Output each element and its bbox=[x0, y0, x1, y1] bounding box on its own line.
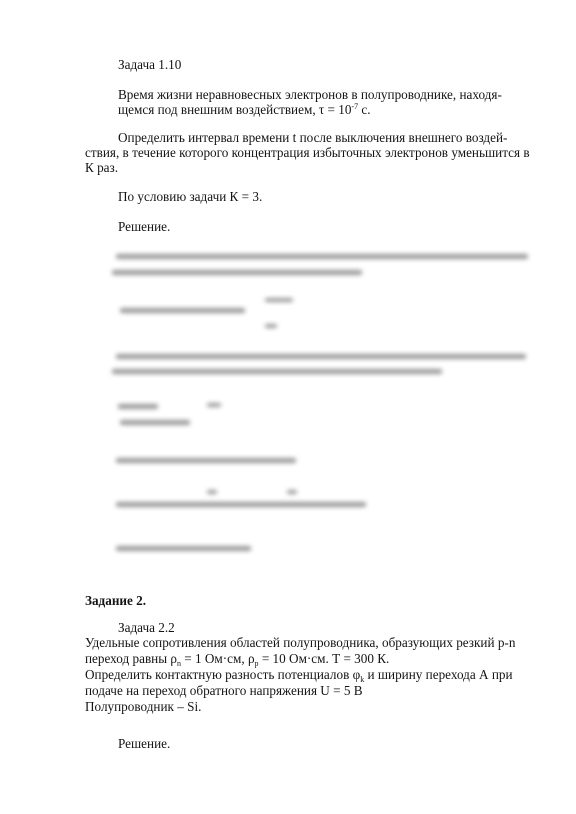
task1-para2-line1: Определить интервал времени t после выключения внешнего воздей- bbox=[118, 130, 508, 145]
task1-para1-line2 bbox=[118, 101, 371, 118]
task2-rho-p-sub: p bbox=[254, 659, 259, 668]
task2-line3-suffix: и ширину перехода А при bbox=[364, 667, 513, 682]
task2-line4: подаче на переход обратного напряжения U = 5 В bbox=[85, 683, 363, 698]
task2-line2-prefix: переход равны ρ bbox=[85, 651, 177, 666]
task1-solution-label: Решение. bbox=[118, 219, 171, 234]
task1-unit: с. bbox=[358, 102, 371, 117]
task2-line2-suffix: = 10 Ом·см. Т = 300 К. bbox=[258, 651, 390, 666]
task2-line2 bbox=[85, 650, 389, 667]
task1-title: Задача 1.10 bbox=[118, 57, 182, 72]
task2-line5: Полупроводник – Si. bbox=[85, 699, 202, 714]
task1-para1-line1: Время жизни неравновесных электронов в полупроводнике, находя- bbox=[118, 87, 502, 102]
task1-para2-line3: К раз. bbox=[85, 160, 119, 175]
task2-line3 bbox=[85, 666, 513, 683]
task2-title: Задача 2.2 bbox=[118, 620, 175, 635]
task2-heading: Задание 2. bbox=[85, 593, 147, 608]
task2-solution-label: Решение. bbox=[118, 736, 171, 751]
task2-line3-prefix: Определить контактную разность потенциалов φ bbox=[85, 667, 361, 682]
task1-condition: По условию задачи К = 3. bbox=[118, 189, 263, 204]
task1-para2-line2: ствия, в течение которого концентрация избыточных электронов уменьшится в bbox=[85, 145, 530, 160]
task2-phi-k-sub: k bbox=[360, 675, 365, 684]
blurred-solution-image bbox=[112, 248, 537, 558]
task1-para1-text: щемся под внешним воздействием, τ = 10 bbox=[118, 102, 352, 117]
task2-line2-mid: = 1 Ом·см, ρ bbox=[180, 651, 255, 666]
task1-exponent: -7 bbox=[351, 102, 359, 111]
task2-line1: Удельные сопротивления областей полупроводника, образующих резкий p-n bbox=[85, 635, 516, 650]
task2-rho-n-sub: n bbox=[176, 659, 181, 668]
